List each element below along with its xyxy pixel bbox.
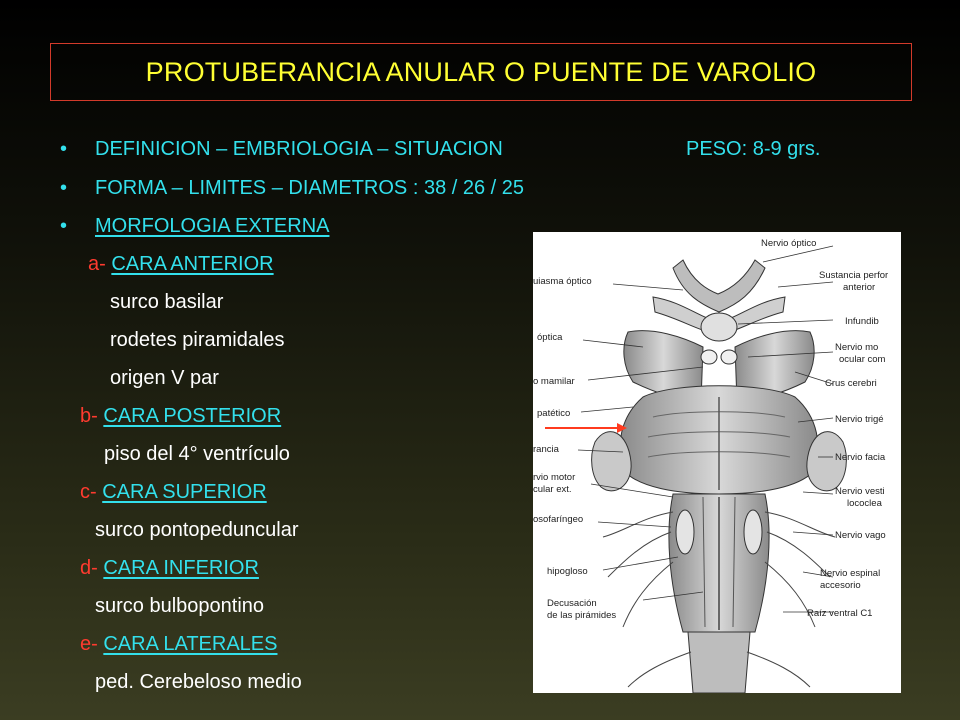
- section-superior: [80, 481, 267, 504]
- label-patetico: patético: [537, 408, 571, 419]
- section-item: rodetes piramidales: [110, 329, 285, 351]
- label-crus-cerebri: Crus cerebri: [825, 378, 877, 389]
- section-heading: CARA LATERALES: [103, 633, 278, 655]
- label-nervio-vestibular: Nervio vesti: [835, 486, 885, 497]
- bullet-dot: •: [60, 215, 68, 237]
- arrow-icon: [545, 420, 627, 436]
- section-inferior: [80, 557, 259, 580]
- label-quiasma-optico: uiasma óptico: [533, 276, 592, 287]
- section-item: surco bulbopontino: [95, 595, 265, 617]
- label-cintilla-optica: óptica: [537, 332, 563, 343]
- label-ocular-comun: ocular com: [839, 354, 886, 365]
- label-raiz-ventral: Raíz ventral C1: [807, 608, 873, 619]
- section-prefix: c-: [80, 481, 103, 503]
- label-de-las-piramides: de las pirámides: [547, 610, 617, 621]
- label-anterior: anterior: [843, 282, 876, 293]
- label-infundibulo: Infundib: [845, 316, 879, 327]
- label-nervio-trigemino: Nervio trigé: [835, 414, 884, 425]
- label-nervio-optico: Nervio óptico: [761, 238, 817, 249]
- section-heading: CARA POSTERIOR: [103, 405, 282, 427]
- label-nervio-vago: Nervio vago: [835, 530, 886, 541]
- label-decusacion: Decusación: [547, 598, 597, 609]
- slide-title: PROTUBERANCIA ANULAR O PUENTE DE VAROLIO: [145, 56, 817, 87]
- label-tuberculo-mamilar: o mamilar: [533, 376, 575, 387]
- section-heading: CARA SUPERIOR: [102, 481, 267, 503]
- bullet-definicion: DEFINICION – EMBRIOLOGIA – SITUACION: [95, 138, 503, 160]
- label-sustancia-perforada: Sustancia perfor: [819, 270, 889, 281]
- label-nervio-facial: Nervio facia: [835, 452, 886, 463]
- title-box: [50, 43, 912, 101]
- section-posterior: [80, 405, 281, 428]
- section-item: origen V par: [110, 367, 219, 389]
- section-item: piso del 4° ventrículo: [104, 443, 290, 465]
- label-accesorio: accesorio: [820, 580, 861, 591]
- label-nervio-motor-ocular: Nervio mo: [835, 342, 879, 353]
- section-item: ped. Cerebeloso medio: [95, 671, 302, 693]
- label-ocular-ext: cular ext.: [533, 484, 572, 495]
- bullet-dot: •: [60, 177, 68, 199]
- label-vestibulococlear: lococlea: [847, 498, 882, 509]
- bullet-morfologia: MORFOLOGIA EXTERNA: [95, 215, 330, 237]
- section-item: surco basilar: [110, 291, 224, 313]
- section-heading: CARA ANTERIOR: [111, 253, 274, 275]
- section-heading: CARA INFERIOR: [103, 557, 259, 579]
- section-prefix: e-: [80, 633, 104, 655]
- label-protuberancia: rancia: [533, 444, 559, 455]
- section-prefix: b-: [80, 405, 104, 427]
- brainstem-drawing: [533, 232, 901, 693]
- section-prefix: d-: [80, 557, 104, 579]
- brainstem-illustration: [533, 232, 901, 693]
- section-prefix: a-: [88, 253, 112, 275]
- label-nervio-motor: rvio motor: [533, 472, 576, 483]
- bullet-forma: FORMA – LIMITES – DIAMETROS : 38 / 26 / 25: [95, 177, 525, 199]
- label-nervio-espinal: Nervio espinal: [820, 568, 881, 579]
- label-glosofaringeo: osofaríngeo: [533, 514, 584, 525]
- bullet-dot: •: [60, 138, 68, 160]
- bullet-peso: PESO: 8-9 grs.: [686, 138, 821, 160]
- label-hipogloso: hipogloso: [547, 566, 588, 577]
- section-laterales: [80, 633, 277, 656]
- section-anterior: [88, 253, 274, 276]
- section-item: surco pontopeduncular: [95, 519, 299, 541]
